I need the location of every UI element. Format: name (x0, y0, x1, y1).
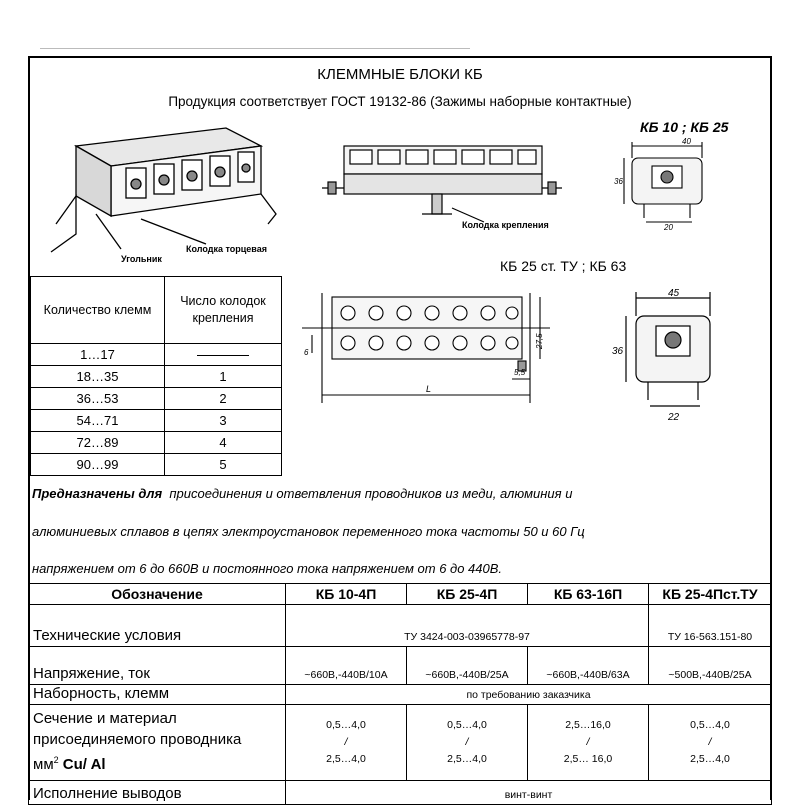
tech-conditions-last: ТУ 16-563.151-80 (649, 605, 772, 647)
blocks-cell: 1 (165, 366, 282, 388)
blocks-cell: 5 (165, 454, 282, 476)
assembly-value: по требованию заказчика (286, 685, 772, 705)
section-al: 2,5…4,0 (447, 753, 487, 765)
voltage-value: ~660В,-440В/63А (528, 647, 649, 685)
section-sep: / (344, 736, 348, 748)
count-cell: 72…89 (31, 432, 165, 454)
purpose-line-1 (32, 486, 770, 501)
count-cell: 36…53 (31, 388, 165, 410)
table-row (31, 410, 282, 432)
section-value (528, 705, 649, 781)
label-section (29, 705, 286, 781)
spec-row-terminals (29, 781, 772, 805)
header-designation: Обозначение (29, 584, 286, 605)
dim-36-bottom: 36 (612, 346, 624, 357)
purpose-line-2: алюминиевых сплавов в цепях электроустановок переменного тока частоты 50 и 60 Гц (32, 524, 585, 539)
dim-27-5: 27,5 (535, 333, 544, 349)
section-al: 2,5… 16,0 (563, 753, 613, 765)
section-cu: 2,5…16,0 (565, 719, 611, 731)
variant-label-top: КБ 10 ; КБ 25 (640, 119, 729, 135)
side-view-drawing (322, 136, 562, 231)
blocks-cell (165, 344, 282, 366)
label-mount-block: Колодка крепления (462, 220, 549, 230)
blocks-cell: 3 (165, 410, 282, 432)
label-assembly: Наборность, клемм (29, 685, 286, 705)
terminal-count-table (30, 276, 282, 476)
purpose-text-1: присоединения и ответвления проводников из меди, алюминия и (169, 486, 573, 501)
purpose-line-3: напряжением от 6 до 660В и постоянного тока напряжением от 6 до 440В. (32, 561, 503, 576)
table-row (31, 388, 282, 410)
count-cell: 1…17 (31, 344, 165, 366)
end-view-drawing-top (610, 138, 720, 230)
label-end-block: Колодка торцевая (186, 244, 267, 254)
section-cu: 0,5…4,0 (690, 719, 730, 731)
top-view-drawing (302, 283, 552, 418)
spec-row-voltage (29, 647, 772, 685)
table-row (31, 366, 282, 388)
table-row (31, 454, 282, 476)
table-row (31, 344, 282, 366)
page-title: КЛЕММНЫЕ БЛОКИ КБ (317, 66, 483, 83)
terminals-value: винт-винт (286, 781, 772, 805)
section-value (286, 705, 407, 781)
label-terminals: Исполнение выводов (29, 781, 286, 805)
label-section-material: Cu/ Al (58, 756, 106, 773)
dim-L: L (426, 384, 432, 394)
section-sep: / (465, 736, 469, 748)
dim-6: 6 (304, 348, 309, 357)
dim-20: 20 (664, 223, 673, 232)
label-voltage: Напряжение, ток (29, 647, 286, 685)
header-model: КБ 63-16П (528, 584, 649, 605)
label-tech-conditions: Технические условия (29, 605, 286, 647)
table-header-row (31, 277, 282, 344)
section-value (407, 705, 528, 781)
dim-36-top: 36 (614, 177, 623, 186)
header-count: Количество клемм (31, 277, 165, 344)
tech-conditions-common: ТУ 3424-003-03965778-97 (286, 605, 649, 647)
dim-40: 40 (682, 137, 691, 146)
spec-row-assembly (29, 685, 772, 705)
isometric-block-drawing (36, 124, 286, 264)
dim-5-5: 5,5 (514, 368, 526, 377)
spec-table (28, 583, 772, 805)
spec-row-section (29, 705, 772, 781)
document-sheet (28, 56, 772, 800)
label-section-line2: присоединяемого проводника (33, 731, 242, 748)
header-model: КБ 25-4П (407, 584, 528, 605)
page-subtitle: Продукция соответствует ГОСТ 19132-86 (Зажимы наборные контактные) (168, 94, 632, 109)
label-section-line1: Сечение и материал (33, 710, 177, 727)
variant-label-bottom: КБ 25 ст. ТУ ; КБ 63 (500, 258, 627, 274)
count-cell: 18…35 (31, 366, 165, 388)
blocks-cell: 4 (165, 432, 282, 454)
section-sep: / (586, 736, 590, 748)
header-model: КБ 10-4П (286, 584, 407, 605)
dim-45: 45 (668, 288, 680, 299)
header-blocks: Число колодок крепления (165, 277, 282, 344)
section-al: 2,5…4,0 (690, 753, 730, 765)
voltage-value: ~660В,-440В/25А (407, 647, 528, 685)
table-row (31, 432, 282, 454)
dim-22: 22 (668, 412, 680, 423)
label-section-sup: 2 (53, 755, 59, 765)
section-value (649, 705, 772, 781)
section-cu: 0,5…4,0 (447, 719, 487, 731)
spec-header-row (29, 584, 772, 605)
end-view-drawing-bottom (610, 288, 730, 423)
voltage-value: ~660В,-440В/10А (286, 647, 407, 685)
blocks-cell: 2 (165, 388, 282, 410)
label-section-unit: мм (33, 756, 54, 773)
header-model: КБ 25-4Пст.ТУ (649, 584, 772, 605)
page-top-rule (40, 48, 470, 49)
section-cu: 0,5…4,0 (326, 719, 366, 731)
count-cell: 54…71 (31, 410, 165, 432)
purpose-lead: Предназначены для (32, 486, 163, 501)
spec-row-tech (29, 605, 772, 647)
count-cell: 90…99 (31, 454, 165, 476)
label-angle: Угольник (121, 254, 162, 264)
dash-mark (197, 355, 249, 356)
section-sep: / (708, 736, 712, 748)
voltage-value: ~500В,-440В/25А (649, 647, 772, 685)
section-al: 2,5…4,0 (326, 753, 366, 765)
